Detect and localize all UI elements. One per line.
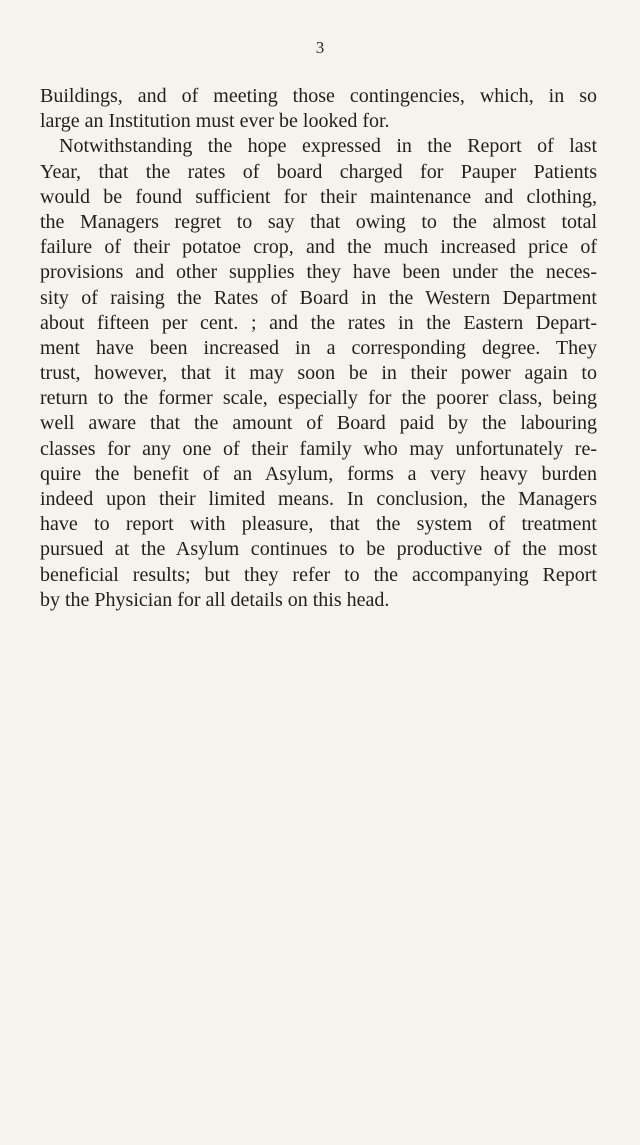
text-line: well aware that the amount of Board paid by the labouring	[40, 412, 597, 435]
text-line: would be found sufficient for their maintenance and clothing,	[40, 185, 597, 208]
text-line: quire the benefit of an Asylum, forms a very heavy burden	[40, 462, 597, 485]
text-line: by the Physician for all details on this head.	[40, 588, 390, 611]
text-line: provisions and other supplies they have been under the neces-	[40, 261, 597, 284]
text-line: pursued at the Asylum continues to be productive of the most	[40, 538, 597, 561]
text-line: trust, however, that it may soon be in their power again to	[40, 362, 597, 385]
paragraph-2	[40, 134, 597, 613]
text-line: return to the former scale, especially for the poorer class, being	[40, 387, 597, 410]
text-line: beneficial results; but they refer to the accompanying Report	[40, 563, 597, 586]
text-line: Year, that the rates of board charged for Pauper Patients	[40, 160, 597, 183]
page-number: 3	[315, 38, 325, 57]
text-line: the Managers regret to say that owing to the almost total	[40, 210, 597, 233]
text-line: have to report with pleasure, that the system of treatment	[40, 513, 597, 536]
body-text	[40, 84, 597, 613]
text-line: large an Institution must ever be looked for.	[40, 110, 390, 133]
text-line: Notwithstanding the hope expressed in the Report of last	[59, 135, 597, 158]
text-line: sity of raising the Rates of Board in the Western Department	[40, 286, 597, 309]
text-line: Buildings, and of meeting those contingencies, which, in so	[40, 85, 597, 107]
text-line: indeed upon their limited means. In conclusion, the Managers	[40, 488, 597, 510]
paragraph-1	[40, 84, 597, 134]
text-line: failure of their potatoe crop, and the much increased price of	[40, 236, 597, 259]
text-line: about fifteen per cent. ; and the rates in the Eastern Depart-	[40, 311, 597, 334]
text-line: ment have been increased in a corresponding degree. They	[40, 336, 597, 359]
text-line: classes for any one of their family who may unfortunately re-	[40, 437, 597, 460]
